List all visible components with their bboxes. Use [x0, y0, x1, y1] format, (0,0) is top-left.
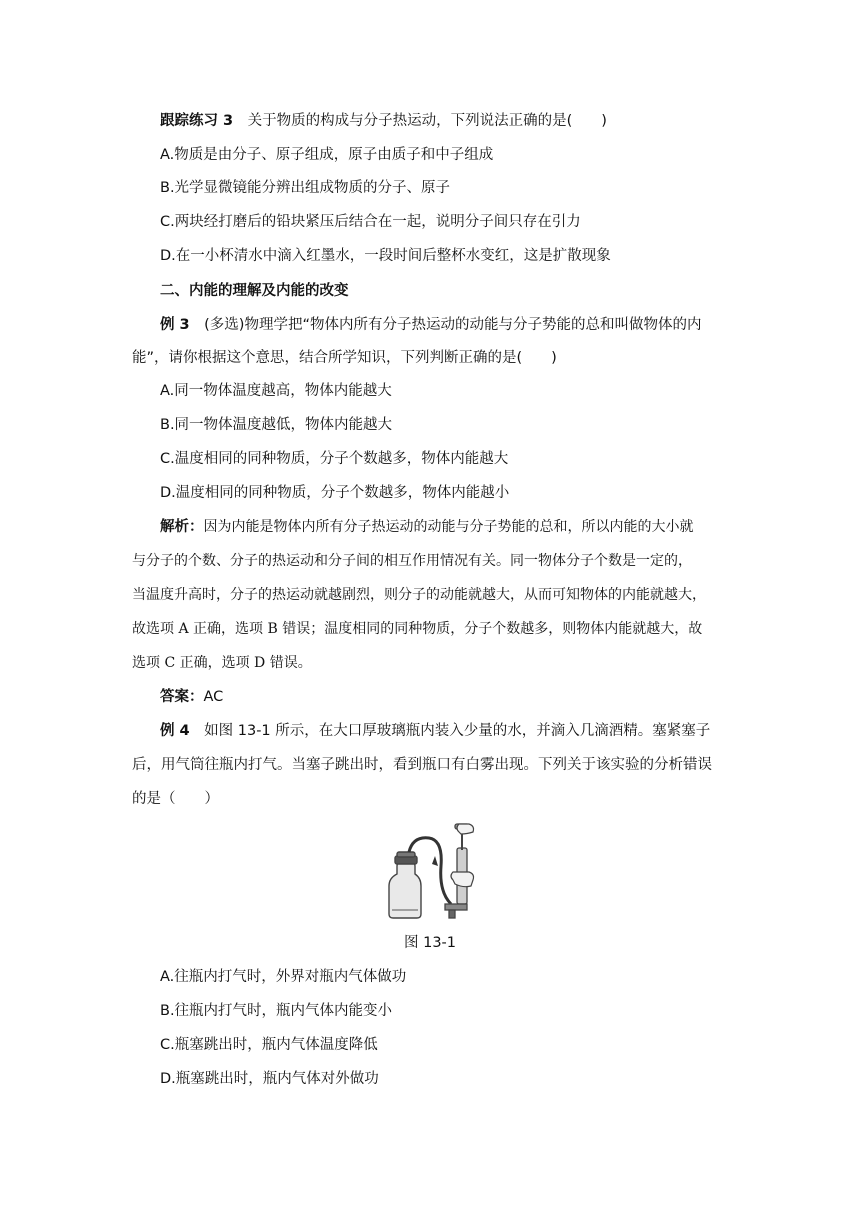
example3-question-line1: 例 3 (多选)物理学把“物体内所有分子热运动的动能与分子势能的总和叫做物体的内 [160, 317, 702, 333]
example4-question-line3: 的是（ ） [132, 791, 219, 807]
analysis-line-2: 与分子的个数、分子的热运动和分子间的相互作用情况有关。同一物体分子个数是一定的， [132, 553, 692, 569]
section-heading: 二、内能的理解及内能的改变 [160, 283, 349, 299]
example4-label: 例 4 [160, 723, 190, 739]
analysis-line-5: 选项 C 正确，选项 D 错误。 [132, 655, 312, 671]
example4-option-c: C.瓶塞跳出时，瓶内气体温度降低 [160, 1037, 378, 1053]
air-flow-arrow-icon [432, 856, 438, 866]
example3-question-line2: 能”，请你根据这个意思，结合所学知识，下列判断正确的是( ) [132, 350, 557, 366]
practice-label: 跟踪练习 3 [160, 113, 234, 129]
answer-value: AC [203, 689, 224, 705]
air-pump-icon [445, 824, 469, 918]
example3-option-a: A.同一物体温度越高，物体内能越大 [160, 383, 392, 399]
example4-option-d: D.瓶塞跳出时，瓶内气体对外做功 [160, 1071, 379, 1087]
answer-label: 答案： [160, 689, 204, 705]
analysis-line-1: 解析：因为内能是物体内所有分子热运动的动能与分子势能的总和，所以内能的大小就 [160, 519, 694, 535]
figure-caption: 图 13-1 [403, 935, 457, 951]
analysis-label: 解析： [160, 519, 204, 535]
example4-question-line1: 例 4 如图 13-1 所示，在大口厚玻璃瓶内装入少量的水，并滴入几滴酒精。塞紧塞子 [160, 723, 711, 739]
analysis-line-4: 故选项 A 正确，选项 B 错误；温度相同的同种物质，分子个数越多，则物体内能就越大，故 [132, 621, 703, 637]
bottle-pump-figure [383, 822, 495, 920]
practice-option-b: B.光学显微镜能分辨出组成物质的分子、原子 [160, 180, 451, 196]
practice-option-a: A.物质是由分子、原子组成，原子由质子和中子组成 [160, 147, 494, 163]
practice-option-c: C.两块经打磨后的铅块紧压后结合在一起，说明分子间只存在引力 [160, 214, 581, 230]
example4-option-b: B.往瓶内打气时，瓶内气体内能变小 [160, 1003, 393, 1019]
practice-question [160, 111, 607, 131]
glass-bottle-icon [389, 852, 421, 918]
example3-label: 例 3 [160, 317, 190, 333]
analysis-line-3: 当温度升高时，分子的热运动就越剧烈，则分子的动能就越大，从而可知物体的内能就越大， [132, 587, 706, 603]
example3-option-b: B.同一物体温度越低，物体内能越大 [160, 417, 393, 433]
example3-option-d: D.温度相同的同种物质，分子个数越多，物体内能越小 [160, 485, 510, 501]
practice-option-d: D.在一小杯清水中滴入红墨水，一段时间后整杯水变红，这是扩散现象 [160, 248, 611, 264]
example3-option-c: C.温度相同的同种物质，分子个数越多，物体内能越大 [160, 451, 509, 467]
answer [160, 687, 223, 707]
example4-option-a: A.往瓶内打气时，外界对瓶内气体做功 [160, 969, 407, 985]
practice-question-text: 关于物质的构成与分子热运动，下列说法正确的是( ) [247, 113, 607, 129]
example4-question-line2: 后，用气筒往瓶内打气。当塞子跳出时，看到瓶口有白雾出现。下列关于该实验的分析错误 [132, 757, 712, 773]
